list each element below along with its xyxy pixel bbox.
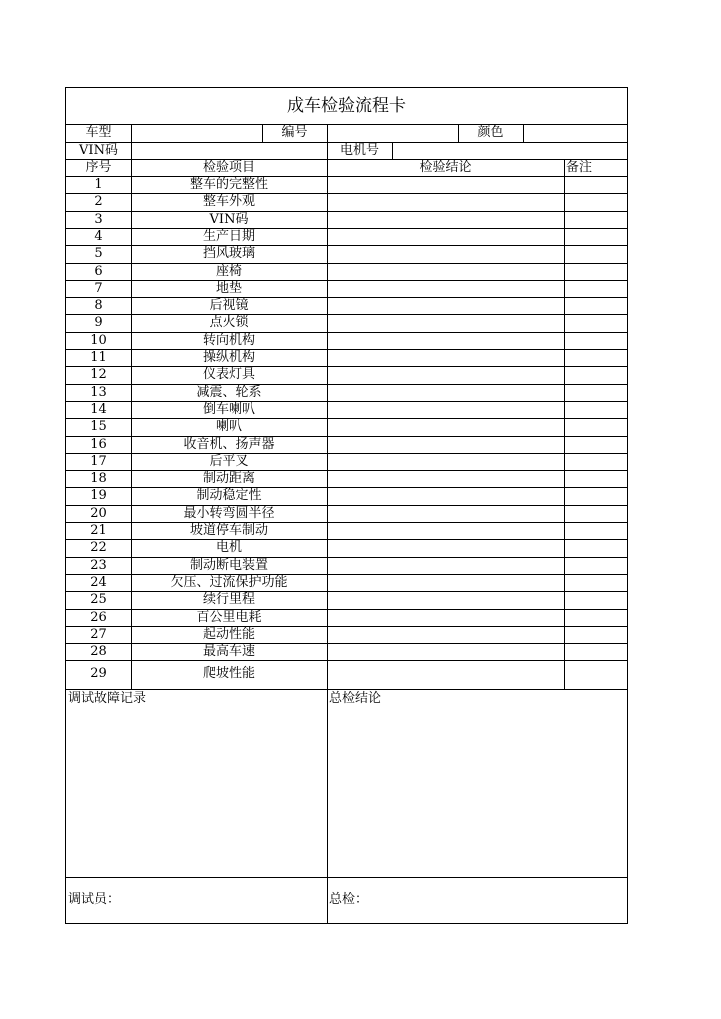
row-result-field[interactable] — [327, 643, 564, 660]
row-result-field[interactable] — [327, 470, 564, 487]
row-item: 制动稳定性 — [196, 488, 262, 504]
row-number: 1 — [94, 177, 103, 192]
row-divider — [66, 487, 627, 488]
row-result-field[interactable] — [327, 539, 564, 556]
row-note-field[interactable] — [564, 487, 627, 504]
row-divider — [66, 124, 627, 125]
row-note-field[interactable] — [564, 401, 627, 418]
column-divider — [392, 142, 393, 159]
row-note-field[interactable] — [564, 384, 627, 401]
row-note-field[interactable] — [564, 297, 627, 314]
header-no: 序号 — [85, 160, 112, 175]
row-number: 28 — [90, 644, 107, 660]
row-number: 14 — [90, 401, 107, 417]
column-divider — [564, 159, 565, 689]
column-divider — [327, 159, 328, 689]
row-number: 25 — [90, 592, 107, 608]
row-item: 起动性能 — [202, 626, 255, 642]
row-result-field[interactable] — [327, 522, 564, 539]
row-item: 百公里电耗 — [196, 609, 262, 625]
column-divider — [327, 689, 328, 923]
row-number: 11 — [90, 350, 107, 365]
number-label: 编号 — [281, 125, 308, 140]
row-note-field[interactable] — [564, 193, 627, 210]
row-divider — [66, 591, 627, 592]
row-number: 18 — [90, 471, 107, 487]
row-item: 最小转弯圆半径 — [183, 505, 275, 521]
row-note-field[interactable] — [564, 574, 627, 591]
row-item: 生产日期 — [202, 228, 255, 244]
card-title: 成车检验流程卡 — [287, 96, 406, 116]
row-number: 7 — [94, 280, 103, 296]
row-number: 23 — [90, 557, 107, 573]
row-item: 后平叉 — [209, 453, 249, 469]
row-result-field[interactable] — [327, 505, 564, 522]
row-number: 16 — [90, 436, 107, 452]
row-result-field[interactable] — [327, 193, 564, 210]
row-divider — [66, 453, 627, 454]
column-divider — [131, 159, 132, 689]
row-divider — [66, 557, 627, 558]
row-divider — [66, 263, 627, 264]
row-result-field[interactable] — [327, 297, 564, 314]
column-divider — [262, 124, 263, 142]
row-item: 收音机、扬声器 — [183, 436, 275, 452]
row-item: 减震、轮系 — [196, 384, 262, 400]
row-result-field[interactable] — [327, 660, 564, 689]
row-note-field[interactable] — [564, 660, 627, 689]
row-number: 15 — [90, 419, 107, 435]
row-note-field[interactable] — [564, 280, 627, 297]
row-item: 喇叭 — [215, 419, 242, 435]
row-item: 制动断电装置 — [189, 557, 268, 573]
row-number: 24 — [90, 574, 107, 590]
row-note-field[interactable] — [564, 436, 627, 453]
row-note-field[interactable] — [564, 626, 627, 643]
row-result-field[interactable] — [327, 453, 564, 470]
row-item: 转向机构 — [202, 332, 255, 348]
row-note-field[interactable] — [564, 643, 627, 660]
row-number: 9 — [94, 315, 103, 331]
column-divider — [458, 124, 459, 142]
inspection-card — [65, 87, 628, 924]
row-note-field[interactable] — [564, 557, 627, 574]
row-item: VIN码 — [209, 211, 249, 227]
row-item: 制动距离 — [202, 471, 255, 487]
row-note-field[interactable] — [564, 245, 627, 262]
column-divider — [327, 142, 328, 159]
header-item: 检验项目 — [202, 160, 255, 175]
row-divider — [66, 660, 627, 661]
row-divider — [66, 142, 627, 143]
row-item: 座椅 — [215, 263, 242, 279]
row-number: 8 — [94, 298, 103, 314]
row-divider — [66, 609, 627, 610]
row-note-field[interactable] — [564, 470, 627, 487]
row-divider — [66, 176, 627, 177]
row-result-field[interactable] — [327, 418, 564, 435]
row-result-field[interactable] — [327, 626, 564, 643]
row-number: 5 — [94, 246, 103, 262]
row-number: 13 — [90, 384, 107, 400]
row-note-field[interactable] — [564, 314, 627, 331]
row-divider — [66, 211, 627, 212]
row-result-field[interactable] — [327, 487, 564, 504]
row-item: 坡道停车制动 — [189, 523, 268, 538]
row-divider — [66, 159, 627, 160]
row-item: 仪表灯具 — [202, 367, 255, 383]
row-result-field[interactable] — [327, 609, 564, 626]
header-note: 备注 — [566, 160, 593, 175]
row-note-field[interactable] — [564, 211, 627, 228]
row-note-field[interactable] — [564, 366, 627, 383]
fault-record-label: 调试故障记录 — [68, 691, 147, 706]
row-number: 6 — [94, 263, 103, 279]
row-result-field[interactable] — [327, 384, 564, 401]
row-result-field[interactable] — [327, 228, 564, 245]
row-divider — [66, 366, 627, 367]
row-number: 22 — [90, 540, 107, 556]
column-divider — [523, 124, 524, 142]
row-result-field[interactable] — [327, 314, 564, 331]
row-divider — [66, 297, 627, 298]
vin-label: VIN码 — [79, 143, 118, 158]
row-divider — [66, 470, 627, 471]
row-number: 17 — [90, 453, 107, 469]
final-conclusion-label: 总检结论 — [329, 691, 382, 706]
row-number: 29 — [90, 666, 107, 682]
column-divider — [131, 124, 132, 142]
row-note-field[interactable] — [564, 176, 627, 193]
vehicle-type-field[interactable] — [131, 124, 262, 142]
color-field[interactable] — [523, 124, 627, 142]
row-result-field[interactable] — [327, 332, 564, 349]
debugger-signature[interactable]: 调试员： — [68, 892, 121, 907]
row-item: 后视镜 — [209, 298, 249, 314]
row-divider — [66, 401, 627, 402]
row-item: 地垫 — [215, 280, 242, 296]
column-divider — [327, 124, 328, 142]
final-conclusion-field[interactable] — [327, 708, 627, 876]
number-field[interactable] — [327, 124, 458, 142]
row-number: 20 — [90, 505, 107, 521]
row-divider — [66, 574, 627, 575]
row-divider — [66, 539, 627, 540]
row-divider — [66, 349, 627, 350]
row-result-field[interactable] — [327, 557, 564, 574]
row-number: 10 — [90, 332, 107, 348]
inspector-signature[interactable]: 总检： — [329, 892, 369, 907]
row-result-field[interactable] — [327, 366, 564, 383]
motor-no-label: 电机号 — [339, 143, 379, 158]
row-item: 挡风玻璃 — [202, 246, 255, 262]
row-note-field[interactable] — [564, 349, 627, 366]
row-note-field[interactable] — [564, 263, 627, 280]
row-note-field[interactable] — [564, 505, 627, 522]
row-note-field[interactable] — [564, 332, 627, 349]
row-divider — [66, 280, 627, 281]
row-result-field[interactable] — [327, 245, 564, 262]
row-note-field[interactable] — [564, 591, 627, 608]
row-item: 最高车速 — [202, 644, 255, 660]
vehicle-type-label: 车型 — [85, 125, 112, 140]
row-note-field[interactable] — [564, 453, 627, 470]
row-number: 27 — [90, 626, 107, 642]
column-divider — [131, 142, 132, 159]
row-note-field[interactable] — [564, 228, 627, 245]
vin-field[interactable] — [131, 142, 327, 159]
row-number: 26 — [90, 609, 107, 625]
row-item: 操纵机构 — [202, 350, 255, 365]
row-result-field[interactable] — [327, 263, 564, 280]
row-item: 整车的完整性 — [189, 177, 268, 192]
row-item: 电机 — [215, 540, 242, 556]
row-number: 3 — [94, 211, 103, 227]
row-divider — [66, 689, 627, 690]
row-number: 21 — [90, 523, 107, 538]
row-divider — [66, 522, 627, 523]
row-note-field[interactable] — [564, 539, 627, 556]
row-result-field[interactable] — [327, 349, 564, 366]
row-item: 欠压、过流保护功能 — [170, 574, 288, 590]
row-item: 爬坡性能 — [202, 666, 255, 682]
row-divider — [66, 193, 627, 194]
row-number: 19 — [90, 488, 107, 504]
row-note-field[interactable] — [564, 418, 627, 435]
row-result-field[interactable] — [327, 591, 564, 608]
row-item: 续行里程 — [202, 592, 255, 608]
row-divider — [66, 245, 627, 246]
row-divider — [66, 314, 627, 315]
row-divider — [66, 228, 627, 229]
row-divider — [66, 418, 627, 419]
row-item: 点火锁 — [209, 315, 249, 331]
row-divider — [66, 436, 627, 437]
row-note-field[interactable] — [564, 609, 627, 626]
row-number: 12 — [90, 367, 107, 383]
row-item: 整车外观 — [202, 194, 255, 210]
row-divider — [66, 643, 627, 644]
row-note-field[interactable] — [564, 522, 627, 539]
row-divider — [66, 626, 627, 627]
row-number: 2 — [94, 194, 103, 210]
row-divider — [66, 384, 627, 385]
row-result-field[interactable] — [327, 574, 564, 591]
row-result-field[interactable] — [327, 211, 564, 228]
row-result-field[interactable] — [327, 176, 564, 193]
row-result-field[interactable] — [327, 280, 564, 297]
color-label: 颜色 — [477, 125, 504, 140]
row-number: 4 — [94, 228, 103, 244]
row-result-field[interactable] — [327, 436, 564, 453]
header-result: 检验结论 — [419, 160, 472, 175]
row-divider — [66, 877, 627, 878]
row-item: 倒车喇叭 — [202, 401, 255, 417]
row-divider — [66, 505, 627, 506]
motor-no-field[interactable] — [392, 142, 627, 159]
fault-record-field[interactable] — [66, 708, 327, 876]
row-divider — [66, 332, 627, 333]
row-result-field[interactable] — [327, 401, 564, 418]
